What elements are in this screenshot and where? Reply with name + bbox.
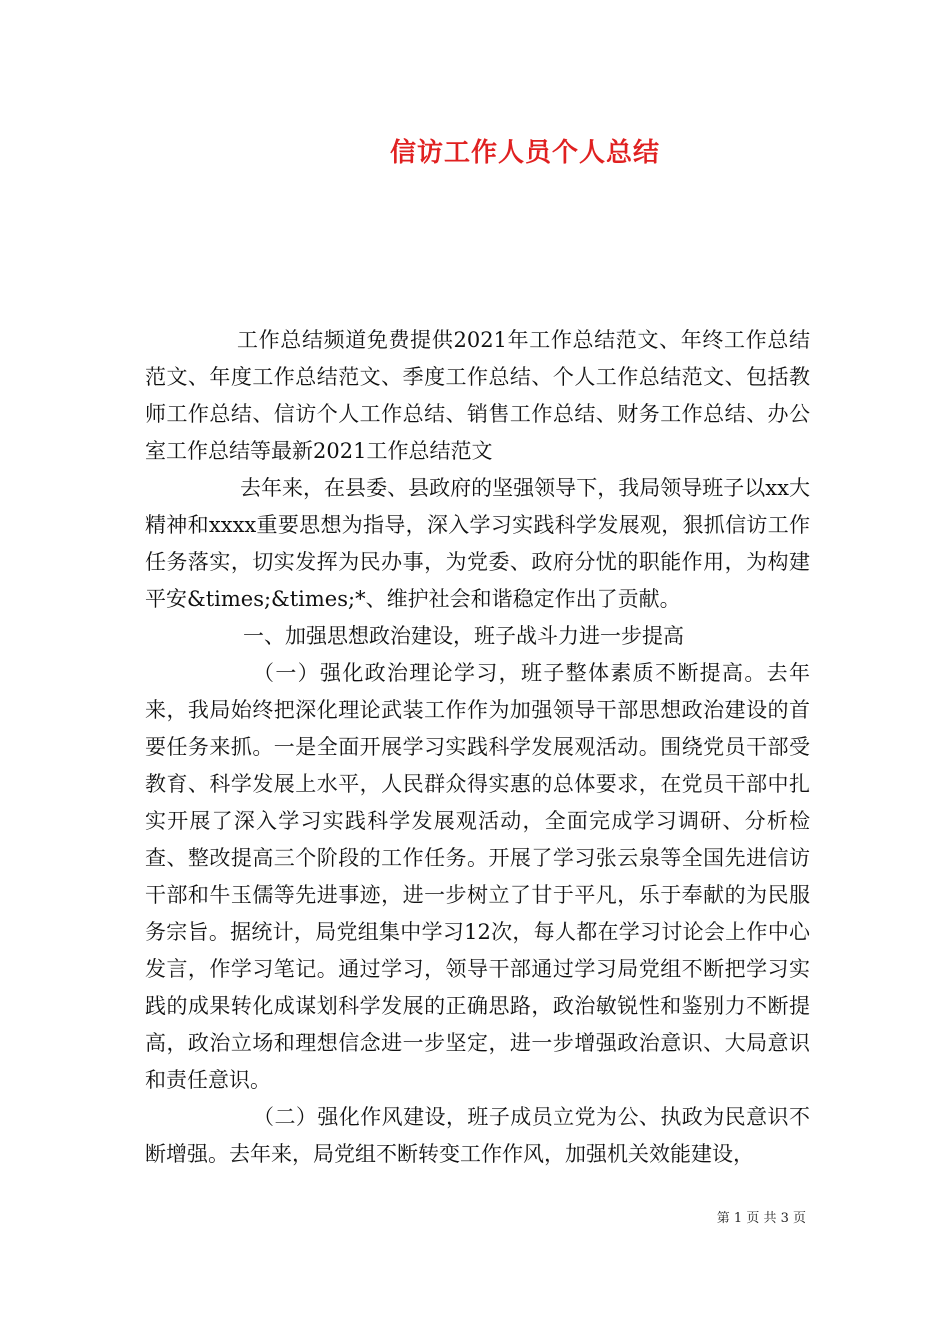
document-body <box>145 322 810 1173</box>
intro-paragraph: 工作总结频道免费提供2021年工作总结范文、年终工作总结范文、年度工作总结范文、季度工作总结、个人工作总结范文、包括教师工作总结、信访个人工作总结、销售工作总结、财务工作总结、办公室工作总结等最新2021工作总结范文 <box>145 328 810 463</box>
summary-paragraph: 去年来，在县委、县政府的坚强领导下，我局领导班子以xx大精神和xxxx重要思想为指导，深入学习实践科学发展观，狠抓信访工作任务落实，切实发挥为民办事，为党委、政府分忧的职能作用，为构建平安&times;&times;*、维护社会和谐稳定作出了贡献。 <box>145 476 810 611</box>
section-heading: 一、加强思想政治建设，班子战斗力进一步提高 <box>243 624 684 648</box>
subsection-paragraph-2: （二）强化作风建设，班子成员立党为公、执政为民意识不断增强。去年来，局党组不断转变工作作风，加强机关效能建设， <box>145 1105 810 1166</box>
document-title: 信访工作人员个人总结 <box>389 138 660 168</box>
subsection-paragraph-1: （一）强化政治理论学习，班子整体素质不断提高。去年来，我局始终把深化理论武装工作作为加强领导干部思想政治建设的首要任务来抓。一是全面开展学习实践科学发展观活动。围绕党员干部受教育、科学发展上水平，人民群众得实惠的总体要求，在党员干部中扎实开展了深入学习实践科学发展观活动，全面完成学习调研、分析检查、整改提高三个阶段的工作任务。开展了学习张云泉等全国先进信访干部和牛玉儒等先进事迹，进一步树立了甘于平凡，乐于奉献的为民服务宗旨。据统计，局党组集中学习12次，每人都在学习讨论会上作中心发言，作学习笔记。通过学习，领导干部通过学习局党组不断把学习实践的成果转化成谋划科学发展的正确思路，政治敏锐性和鉴别力不断提高，政治立场和理想信念进一步坚定，进一步增强政治意识、大局意识和责任意识。 <box>145 661 810 1092</box>
page-number-footer: 第 1 页 共 3 页 <box>716 1211 806 1226</box>
